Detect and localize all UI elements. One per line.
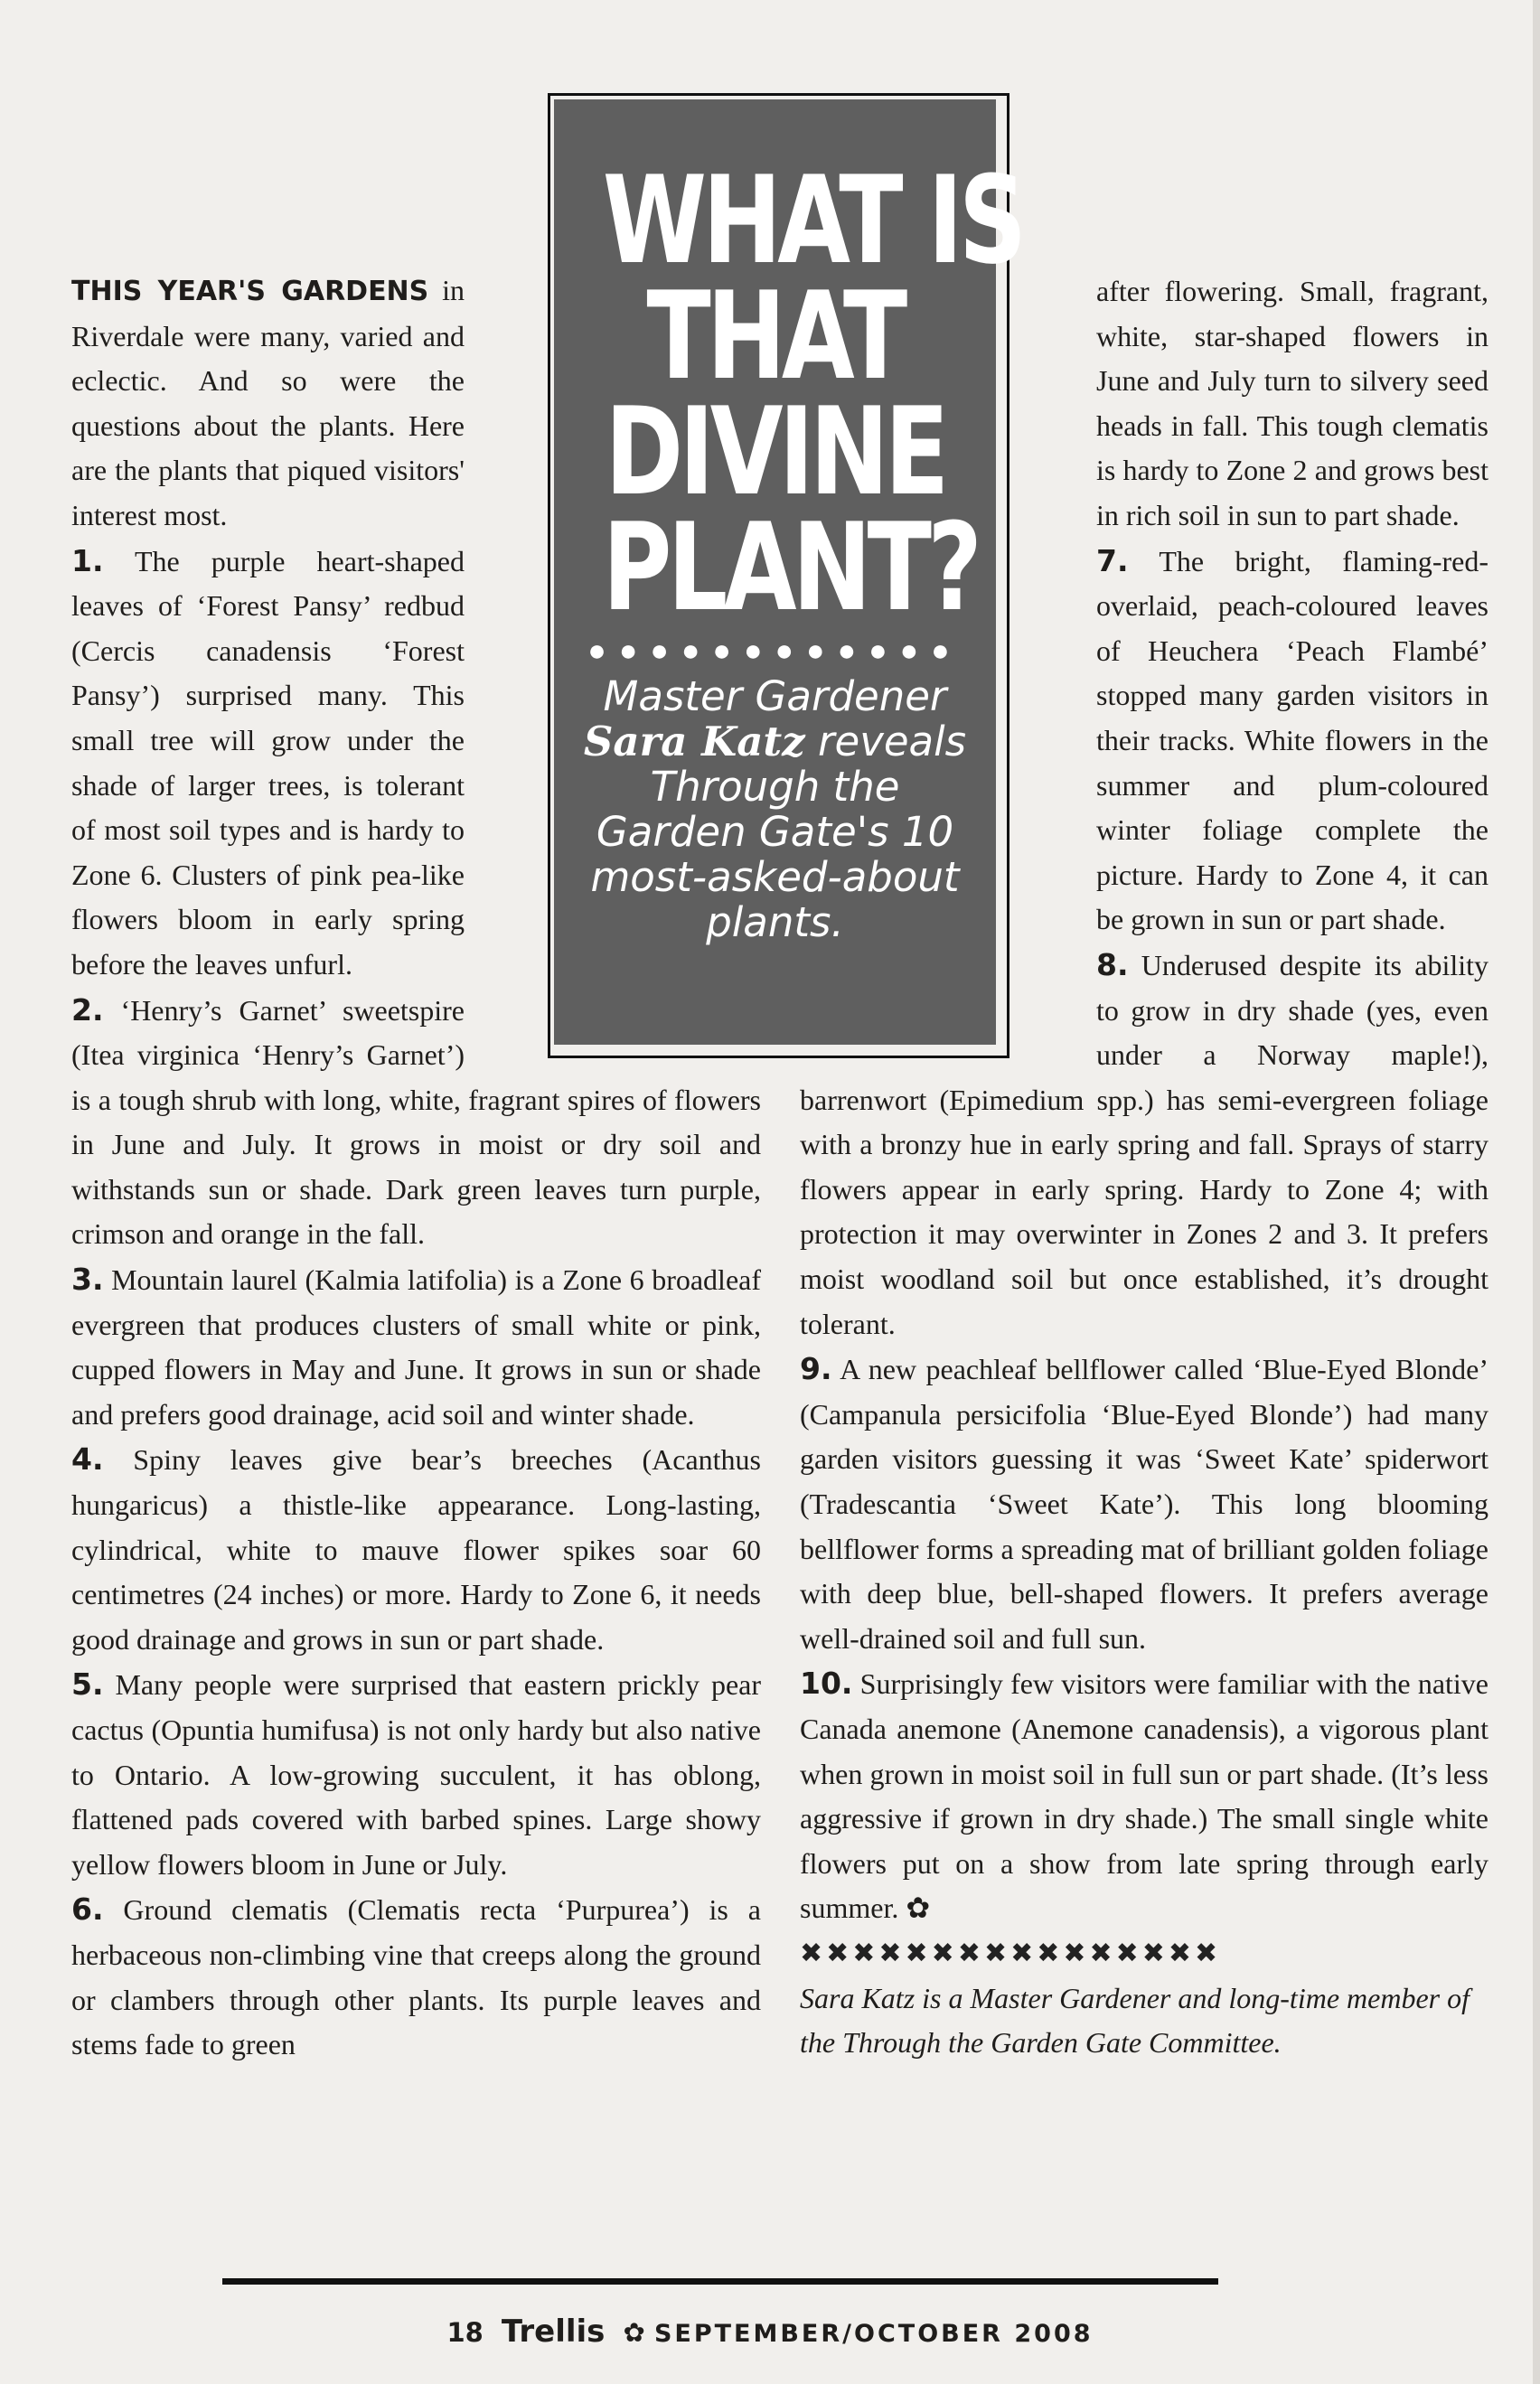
item-number: 3. (71, 1262, 104, 1298)
item-number: 2. (71, 991, 104, 1028)
item-text: Spiny leaves give bear’s breeches (Acanthus hungaricus) a thistle-like appearance. Long-lasting, cylindrical, white to mauve flower spikes soar 60 centimetres (24 inches) or more. Hardy to Zone 6, it needs good drainage and grows in sun or part shade. (71, 1443, 761, 1656)
author-bio: Sara Katz is a Master Gardener and long-time member of the Through the Garden Gate Committee. (800, 1981, 1470, 2060)
item-number: 9. (800, 1351, 832, 1387)
item-text: ‘Henry’s Garnet’ sweetspire (Itea virginica ‘Henry’s Garnet’) is a tough shrub with long, white, fragrant spires of flowers in June and July. It grows in moist or dry soil and withstands sun or shade. Dark green leaves turn purple, crimson and orange in the fall. (71, 993, 761, 1251)
subtitle (554, 674, 996, 945)
page-number: 18 (446, 2317, 484, 2348)
end-rule: ✖✖✖✖✖✖✖✖✖✖✖✖✖✖✖✖ (800, 1938, 1222, 1968)
item-text: Many people were surprised that eastern prickly pear cactus (Opuntia humifusa) is not only hardy but also native to Ontario. A low-growing succulent, it has oblong, flattened pads covered with barbed spines. Large showy yellow flowers bloom in June or July. (71, 1668, 761, 1881)
subtitle-author: Sara Katz (583, 718, 805, 765)
item-number: 10. (800, 1666, 853, 1702)
headline-line: THAT (646, 266, 904, 407)
item-number: 8. (1096, 946, 1129, 982)
item-text: after flowering. Small, fragrant, white, star-shaped flowers in June and July turn to silvery seed heads in fall. This tough clematis is hardy to Zone 2 and grows best in rich soil in sun to part shade. (1096, 275, 1488, 531)
item-text: The purple heart-shaped leaves of ‘Forest Pansy’ redbud (Cercis canadensis ‘Forest Pansy’) surprised many. This small tree will grow under the shade of larger trees, is tolerant of most soil types and is hardy to Zone 6. Clusters of pink pea-like flowers bloom in early spring before the leaves unfurl. (71, 544, 465, 981)
item-text: Ground clematis (Clematis recta ‘Purpurea’) is a herbaceous non-climbing vine that creeps along the ground or clambers through other plants. Its purple leaves and stems fade to green (71, 1893, 761, 2061)
intro-text: in Riverdale were many, varied and eclectic. And so were the questions about the plants. Here are the plants that piqued visitors' interest most. (71, 274, 465, 531)
title-panel (554, 99, 1023, 1045)
subtitle-rest: reveals Through the Garden Gate's 10 most-asked-about plants. (590, 718, 967, 946)
dot-divider: ●●●●●●●●●●●● (587, 634, 963, 668)
item-text: Mountain laurel (Kalmia latifolia) is a Zone 6 broadleaf evergreen that produces clusters of small white or pink, cupped flowers in May and June. It grows in sun or shade and prefers good drainage, acid soil and winter shade. (71, 1263, 761, 1431)
footer-rule (222, 2278, 1218, 2285)
issue-date: SEPTEMBER/OCTOBER 2008 (653, 2320, 1094, 2348)
item-text: A new peachleaf bellflower called ‘Blue-Eyed Blonde’ (Campanula persicifolia ‘Blue-Eyed Blonde’) had many garden visitors guessing it was ‘Sweet Kate’ spiderwort (Tradescantia ‘Sweet Kate’). This long blooming bellflower forms a spreading mat of brilliant golden foliage with deep blue, bell-shaped flowers. It prefers average well-drained soil and full sun. (800, 1353, 1488, 1655)
trellis-logo-icon: ✿ (623, 2317, 645, 2348)
item-number: 5. (71, 1666, 104, 1703)
list-item (800, 1347, 1488, 1661)
item-text: Underused despite its ability to grow in dry shade (yes, even under a Norway maple!), barrenwort (Epimedium spp.) has semi-evergreen foliage with a bronzy hue in early spring and fall. Sprays of starry flowers appear in early spring. Hardy to Zone 4; with protection it may overwinter in Zones 2 and 3. It prefers moist woodland soil but once established, it’s drought tolerant. (800, 948, 1488, 1340)
page-edge (1533, 0, 1540, 2384)
page-footer (0, 2314, 1540, 2350)
item-text: Surprisingly few visitors were familiar with the native Canada anemone (Anemone canadensis), a vigorous plant when grown in moist soil in full sun or part shade. (It’s less aggressive if grown in dry shade.) The small single white flowers put on a show from late spring through early summer. ✿ (800, 1667, 1488, 1925)
item-number: 7. (1096, 542, 1129, 578)
item-text: The bright, flaming-red-overlaid, peach-coloured leaves of Heuchera ‘Peach Flambé’ stopped many garden visitors in their tracks. White flowers in the summer and plum-coloured winter foliage complete the picture. Hardy to Zone 4, it can be grown in sun or part shade. (1096, 544, 1488, 936)
list-item (71, 1662, 761, 1887)
intro-lead: THIS YEAR'S GARDENS (71, 276, 429, 307)
headline-line: DIVINE (605, 381, 945, 522)
item-number: 1. (71, 542, 104, 578)
item-number: 4. (71, 1441, 104, 1478)
list-item (800, 1661, 1488, 1931)
title-sidebar (548, 93, 1023, 1058)
item-number: 6. (71, 1891, 104, 1928)
subtitle-role: Master Gardener (603, 672, 947, 720)
list-item (71, 1257, 761, 1437)
magazine-name: Trellis (501, 2314, 606, 2350)
headline-line: PLANT? (602, 497, 979, 638)
headline-line: WHAT IS (602, 150, 1023, 291)
list-item (71, 1437, 761, 1662)
list-item (71, 1887, 761, 2067)
